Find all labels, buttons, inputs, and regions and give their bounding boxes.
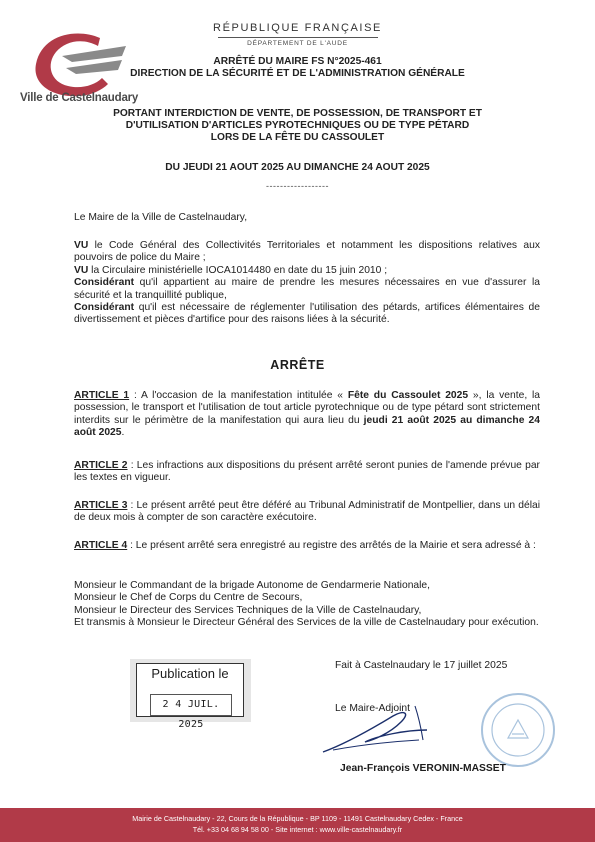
fait-a: Fait à Castelnaudary le 17 juillet 2025 (335, 660, 508, 671)
event-dates: DU JEUDI 21 AOUT 2025 AU DIMANCHE 24 AOUT 2025 (165, 162, 430, 173)
greeting: Le Maire de la Ville de Castelnaudary, (74, 212, 248, 223)
article-4 (74, 540, 540, 552)
arrete-number: ARRÊTÉ DU MAIRE FS N°2025-461 (213, 56, 382, 67)
arrete-heading: ARRÊTE (270, 358, 325, 372)
article-label: ARTICLE 4 (74, 540, 128, 551)
separator: ------------------ (266, 181, 329, 191)
article-3 (74, 500, 540, 525)
considerant-label: Considérant (74, 302, 135, 314)
list-item: Monsieur le Chef de Corps du Centre de Secours, (74, 592, 303, 604)
handwritten-signature (315, 700, 435, 760)
departement: DÉPARTEMENT DE L'AUDE (247, 40, 348, 47)
visa-2 (74, 265, 540, 277)
considerant-2 (74, 302, 540, 327)
logo-text: Ville de Castelnaudary (20, 92, 139, 104)
distribution-list (74, 580, 540, 630)
article-text: : A l'occasion de la manifestation intitulée « (129, 390, 348, 401)
article-label: ARTICLE 3 (74, 500, 128, 511)
considerant-label: Considérant (74, 277, 135, 289)
publication-date: 2 4 JUIL. 2025 (150, 694, 232, 716)
article-text: : Le présent arrêté peut être déféré au Tribunal Administratif de Montpellier, dans un délai de deux mois à compter de son caractère exécutoire. (74, 500, 540, 524)
article-1 (74, 390, 540, 440)
visa-text: le Code Général des Collectivités Territoriales et notamment les dispositions relatives aux pouvoirs de police du Maire ; (74, 240, 540, 264)
purpose-line-3: LORS DE LA FÊTE DU CASSOULET (210, 132, 385, 143)
considerant-1 (74, 277, 540, 302)
official-seal (478, 690, 558, 770)
considerant-text: qu'il appartient au maire de prendre les mesures nécessaires en vue d'assurer la sécurité et la tranquillité publique, (74, 277, 540, 301)
visa-text: la Circulaire ministérielle IOCA1014480 en date du 15 juin 2010 ; (88, 264, 388, 276)
visas-block (74, 240, 540, 327)
header-divider (218, 37, 378, 38)
article-2 (74, 460, 540, 485)
event-name: Fête du Cassoulet 2025 (347, 390, 469, 401)
signatory-name: Jean-François VERONIN-MASSET (340, 763, 506, 774)
visa-1 (74, 240, 540, 265)
article-label: ARTICLE 1 (74, 390, 130, 401)
footer-contact: Tél. +33 04 68 94 58 00 - Site internet : www.ville-castelnaudary.fr (192, 825, 403, 834)
direction: DIRECTION DE LA SÉCURITÉ ET DE L'ADMINISTRATION GÉNÉRALE (130, 68, 465, 79)
list-item: Monsieur le Directeur des Services Techniques de la Ville de Castelnaudary, (74, 604, 422, 616)
article-text: . (121, 427, 125, 439)
visa-label: VU (74, 264, 89, 276)
purpose-line-1: PORTANT INTERDICTION DE VENTE, DE POSSESSION, DE TRANSPORT ET (113, 108, 482, 119)
article-label: ARTICLE 2 (74, 460, 128, 471)
footer-address: Mairie de Castelnaudary - 22, Cours de la République - BP 1109 - 11491 Castelnaudary Cedex - France (132, 814, 463, 823)
article-text: », la vente, la possession, le transport et l'utilisation de tout article pyrotechnique ou de type pétard sont strictement interdits sur le périmètre de la manifestation qui aura lieu du (74, 390, 541, 426)
considerant-text: qu'il est nécessaire de réglementer l'utilisation des pétards, artifices élémentaires de divertissement et pièces d'artifice pour des raisons liées à la sécurité. (74, 302, 540, 326)
article-text: : Le présent arrêté sera enregistré au registre des arrêtés de la Mairie et sera adressé à : (127, 540, 536, 551)
signatory-role: Le Maire-Adjoint (335, 703, 410, 714)
article-dates: jeudi 21 août 2025 au dimanche 24 août 2025 (74, 414, 540, 439)
list-item: Monsieur le Commandant de la brigade Autonome de Gendarmerie Nationale, (74, 580, 431, 591)
list-item: Et transmis à Monsieur le Directeur Général des Services de la ville de Castelnaudary pour exécution. (74, 617, 539, 629)
republique-francaise: RÉPUBLIQUE FRANÇAISE (213, 22, 382, 34)
publication-label: Publication le (151, 666, 229, 681)
purpose-line-2: D'UTILISATION D'ARTICLES PYROTECHNIQUES OU DE TYPE PÉTARD (125, 120, 470, 131)
article-text: : Les infractions aux dispositions du présent arrêté seront punies de l'amende prévue par les textes en vigueur. (74, 460, 540, 484)
visa-label: VU (74, 240, 89, 251)
